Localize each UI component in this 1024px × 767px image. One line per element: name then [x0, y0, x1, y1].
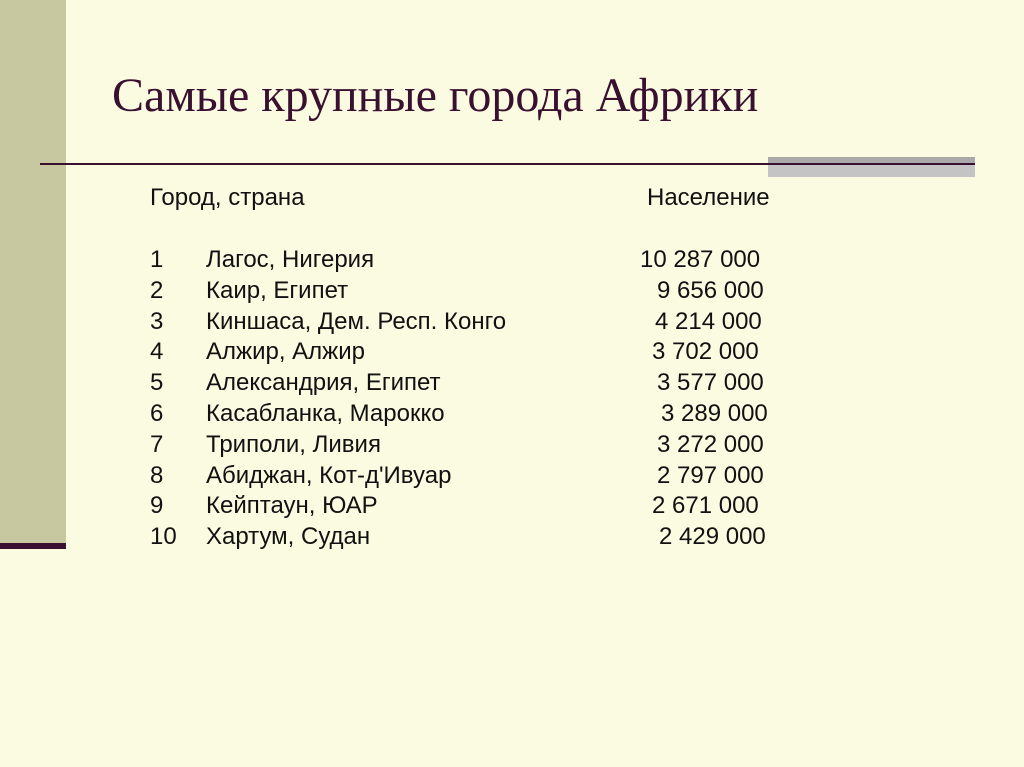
row-population: 3 289 000 [661, 400, 768, 427]
row-rank: 7 [150, 430, 164, 458]
row-population: 10 287 000 [640, 246, 761, 273]
header-city: Город, страна [150, 184, 305, 211]
accent-bar-shadow [768, 165, 975, 177]
row-rank: 3 [150, 307, 164, 335]
slide-title: Самые крупные города Африки [112, 69, 759, 122]
accent-bar [768, 157, 975, 163]
row-population: 3 702 000 [652, 338, 759, 366]
row-population: 2 429 000 [659, 523, 766, 551]
row-population: 9 656 000 [657, 276, 764, 304]
row-city: Касабланка, Марокко [206, 400, 445, 427]
row-rank: 1 [150, 246, 164, 273]
row-city: Киншаса, Дем. Респ. Конго [206, 307, 507, 335]
header-population: Население [647, 184, 770, 211]
row-city: Александрия, Египет [206, 369, 441, 397]
row-rank: 5 [150, 369, 164, 397]
row-rank: 10 [150, 523, 177, 551]
row-population: 3 577 000 [657, 369, 764, 397]
row-population: 4 214 000 [655, 307, 762, 335]
row-city: Лагос, Нигерия [206, 246, 375, 273]
row-city: Кейптаун, ЮАР [206, 492, 378, 520]
row-rank: 4 [150, 338, 164, 366]
row-rank: 8 [150, 461, 164, 489]
row-city: Абиджан, Кот-д'Ивуар [206, 461, 452, 489]
row-city: Алжир, Алжир [206, 338, 365, 366]
row-population: 2 671 000 [652, 492, 759, 520]
row-population: 2 797 000 [657, 461, 764, 489]
row-population: 3 272 000 [657, 430, 764, 458]
row-rank: 9 [150, 492, 164, 520]
row-rank: 6 [150, 400, 164, 427]
row-city: Каир, Египет [206, 276, 349, 304]
sidebar-underline [0, 543, 66, 549]
sidebar-decoration [0, 0, 66, 546]
row-city: Триполи, Ливия [206, 430, 381, 458]
row-city: Хартум, Судан [206, 523, 371, 551]
row-rank: 2 [150, 276, 164, 304]
